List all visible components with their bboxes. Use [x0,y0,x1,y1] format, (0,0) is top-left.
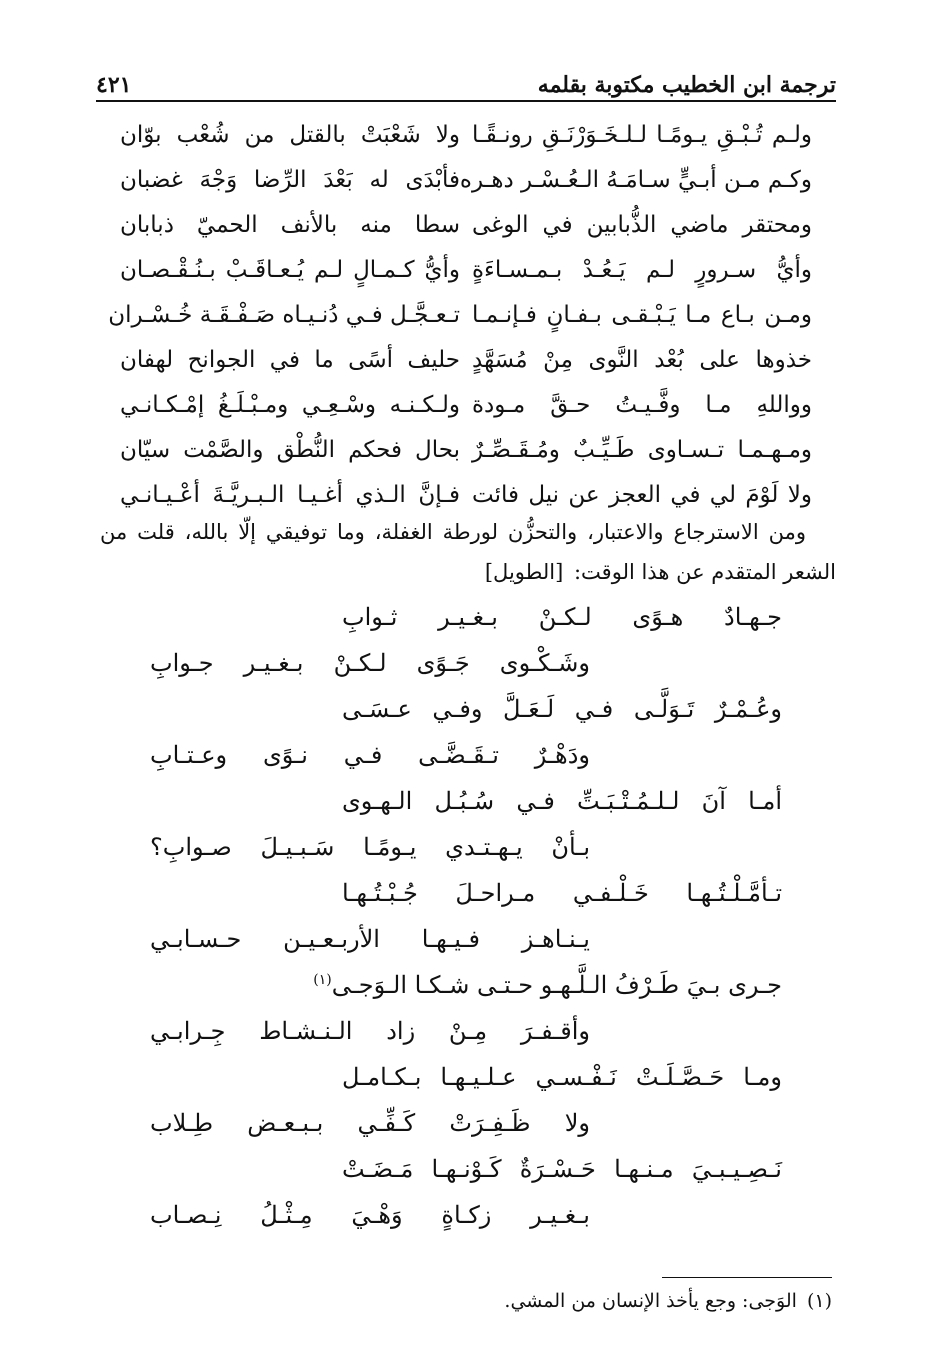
verse-second-hemistich: فـإنَّ الـذي أغـيـا الـبـريَّـةَ أعْـيـانـي [120,481,460,508]
verse-text: ومـا حَـصَّـلَـتْ نَـفْـسـي عـلـيـهـا بـكـامـل [342,1063,782,1091]
footnote-rule [662,1277,832,1278]
verse-text: وعُـمْـرٌ تَـوَلَّـى فـي لَـعَـلَّ وفـي عـسَـى [342,695,782,723]
verse-line [150,1054,782,1100]
running-title: ترجمة ابن الخطيب مكتوبة بقلمه [537,72,836,98]
prose-body: ومن الاسترجاع والاعتبار، والتحزُّن لورطة الغفلة، وما توفيقي إلّا بالله، قلت من الشعر المتقدم عن هذا الوقت: [100,520,836,584]
verse-line [150,686,782,732]
verse-text: تـأمَّـلْـتُـهـا خَـلْـفـي مـراحـلَ جُـبْـتُـهـا [342,879,782,907]
verse-first-hemistich: ولـم تُـبْـقِ يـومًـا لـلـخَـوَرْنَـقِ رونـقًـا [472,121,812,148]
verse-text: بـأنْ يـهـتـدي يـومًـا سَـبـيـلَ صـوابِ؟ [150,833,590,861]
verse-text: جـهـادٌ هـوًى لـكـنْ بـغـيـر ثـوابِ [342,603,782,631]
verse-second-hemistich: حليف أسًى ما في الجوانح لهفان [120,346,460,373]
verse-line-with-footnote [150,962,782,1008]
verse-text: وشَـكْـوى جَـوًى لـكـنْ بـغـيـر جـوابِ [150,649,590,677]
verse-line [150,1146,782,1192]
verse-text: بـغـيـر زكـاةٍ وَهْـيَ مِـثْـلُ نِـصـاب [150,1201,590,1229]
footnote-marker: (١) [313,972,332,988]
verse-line [150,870,782,916]
verse-row [120,472,812,517]
verse-second-hemistich: وأيُّ كـمـالٍ لـم يُـعـاقَـبْ بـنُـقْـصـان [120,256,460,283]
verse-row [120,202,812,247]
verse-line [150,824,782,870]
verse-text: وأقـفـرَ مِـنْ زاد الـنـشـاط جِـرابـي [150,1017,590,1045]
verse-second-hemistich: فأبْدَى له بَعْدَ الرِّضا وَجْهَ غضبان [120,166,460,193]
verse-first-hemistich: ولا لَوْمَ لي في العجز عن نيل فائت [472,481,812,508]
header-rule [96,100,836,102]
verse-line [150,594,782,640]
verse-second-hemistich: ولـكـنـه وسْـعِـي ومـبْـلَـغُ إمْـكـانـي [120,391,460,418]
meter-label: [الطويل] [484,560,564,584]
poem-one-column [150,594,782,1238]
verse-first-hemistich: خذوها على بُعْد النَّوى مِنْ مُسَهَّدٍ [472,346,812,373]
verse-first-hemistich: وكـم مـن أبـيٍّ سـامَـهُ الـعُـسْـر دهـره [459,166,812,193]
verse-first-hemistich: ومحتقر ماضي الذُّبابين في الوغى [472,211,812,238]
verse-text: ودَهْـرٌ تـقَـضَّـى فـي نـوًى وعـتـابِ [150,741,590,769]
verse-first-hemistich: وواللهِ مـا وفَّـيـتُ حـقَّ مـودة [472,391,812,418]
footnote-number: (١) [806,1290,832,1312]
poem-two-column [108,112,812,517]
verse-text: جـرى بـيَ طَـرْفُ الـلَّـهـو حـتـى شـكـا الـوَجـى [331,971,782,999]
verse-row [120,157,812,202]
verse-line [150,1100,782,1146]
page-number: ٤٢١ [96,72,132,98]
verse-line [150,640,782,686]
verse-text: ولا ظَـفِـرَتْ كَـفِّـي بـبـعـض طِـلاب [150,1109,590,1137]
verse-row [108,292,812,337]
verse-text-with-marker [313,971,782,999]
page-header [96,58,836,98]
prose-text [100,512,836,592]
verse-second-hemistich: تـعـجَّـل فـي دُنـيـاه صَـفْـقَـة خُـسْـران [108,301,460,328]
verse-row [120,112,812,157]
verse-text: نَـصِـيـبـيَ مـنـهـا حَـسْـرَةٌ كَـوْنـهـا مَـضَـتْ [342,1155,782,1183]
prose-paragraph [100,512,836,592]
verse-line [150,1008,782,1054]
verse-first-hemistich: ومـن بـاع مـا يَـبْـقـى بـفـانٍ فـإنـمـا [472,301,812,328]
verse-line [150,778,782,824]
verse-second-hemistich: ولا شَعْبَتْ بالقتل من شُعْب بوّان [120,121,460,148]
verse-row [120,337,812,382]
verse-second-hemistich: بحال فحكم النُّطْق والصَّمْت سيّان [120,436,460,463]
verse-row [120,382,812,427]
verse-row [120,247,812,292]
footnote-text: الوَجى: وجع يأخذ الإنسان من المشي. [504,1290,797,1312]
verse-second-hemistich: سطا منه بالأنف الحميّ ذبابان [120,211,460,238]
verse-text: يـنـاهـز فـيـهـا الأربـعـيـن حـسـابـي [150,925,590,953]
verse-line [150,1192,782,1238]
footnote [504,1290,832,1312]
verse-first-hemistich: ومـهـمـا تـسـاوى طَـيِّـبٌ ومُـقَـصِّـرٌ [472,436,812,463]
verse-text: أمـا آنَ لـلـمُـتْـبَـتِّ فـي سُـبُـل الـهـوى [342,787,782,815]
verse-row [120,427,812,472]
verse-line [150,732,782,778]
verse-line [150,916,782,962]
verse-first-hemistich: وأيُّ سـرورٍ لـم يَـعُـدْ بـمـسـاءَةٍ [472,256,812,283]
